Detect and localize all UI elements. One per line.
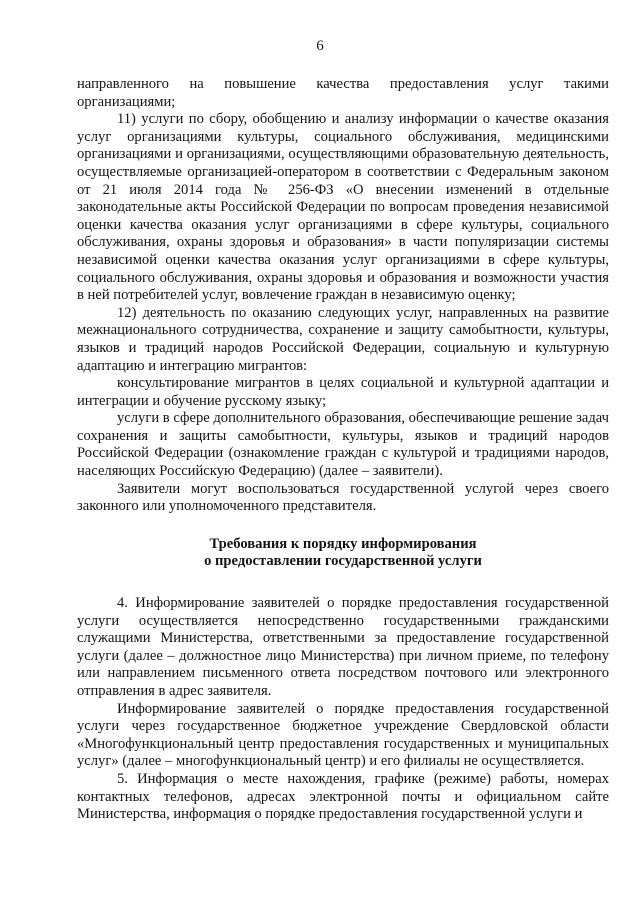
section-heading: [77, 536, 609, 571]
paragraph: 4. Информирование заявителей о порядке предоставления государственной услуги осуществляется непосредственно государственными гражданскими служащими Министерства, ответственными за предоставление государственной услуги (далее – должностное лицо Министерства) при личном приеме, по телефону или направлением письменного ответа посредством почтового или электронного отправления в адрес заявителя.: [77, 595, 609, 699]
paragraph: Заявители могут воспользоваться государственной услугой через своего законного или уполномоченного представителя.: [77, 480, 609, 515]
section-heading-line: Требования к порядку информирования: [209, 535, 477, 552]
page-number: 6: [316, 38, 324, 54]
paragraph: направленного на повышение качества предоставления услуг такими организациями;: [77, 76, 609, 110]
document-body: [77, 76, 609, 824]
paragraph: Информирование заявителей о порядке предоставления государственной услуги через государственное бюджетное учреждение Свердловской области «Многофункциональный центр предоставления государственных и муниципальных услуг» (далее – многофункциональный центр) и его филиалы не осуществляется.: [77, 700, 609, 770]
paragraph: 11) услуги по сбору, обобщению и анализу информации о качестве оказания услуг организациями культуры, социального обслуживания, медицинскими организациями и организациями, осуществляющими образовательную деятельность, осуществляемые организацией-оператором в соответствии с Федеральным законом от 21 июля 2014 года № 256-ФЗ «О внесении изменений в отдельные законодательные акты Российской Федерации по вопросам проведения независимой оценки качества оказания услуг организациями в сфере культуры, социального обслуживания, охраны здоровья и образования» в части популяризации системы независимой оценки качества оказания услуг организациями в сфере культуры, социального обслуживания, охраны здоровья и образования и возможности участия в ней потребителей услуг, вовлечение граждан в независимую оценку;: [77, 111, 609, 304]
paragraph: 12) деятельность по оказанию следующих услуг, направленных на развитие межнационального сотрудничества, сохранение и защиту самобытности, культуры, языков и традиций народов Российской Федерации, социальную и культурную адаптацию и интеграцию мигрантов:: [77, 304, 609, 374]
paragraph: консультирование мигрантов в целях социальной и культурной адаптации и интеграции и обучение русскому языку;: [77, 375, 609, 409]
paragraph: услуги в сфере дополнительного образования, обеспечивающие решение задач сохранения и защиты самобытности, культуры, языков и традиций народов Российской Федерации (ознакомление граждан с культурой и традициями народов, населяющих Российскую Федерацию) (далее – заявители).: [77, 410, 609, 480]
section-heading-line: о предоставлении государственной услуги: [204, 553, 482, 570]
paragraph: 5. Информация о месте нахождения, графике (режиме) работы, номерах контактных телефонов, адресах электронной почты и официальном сайте Министерства, информация о порядке предоставления государственной услуги и: [77, 770, 609, 823]
